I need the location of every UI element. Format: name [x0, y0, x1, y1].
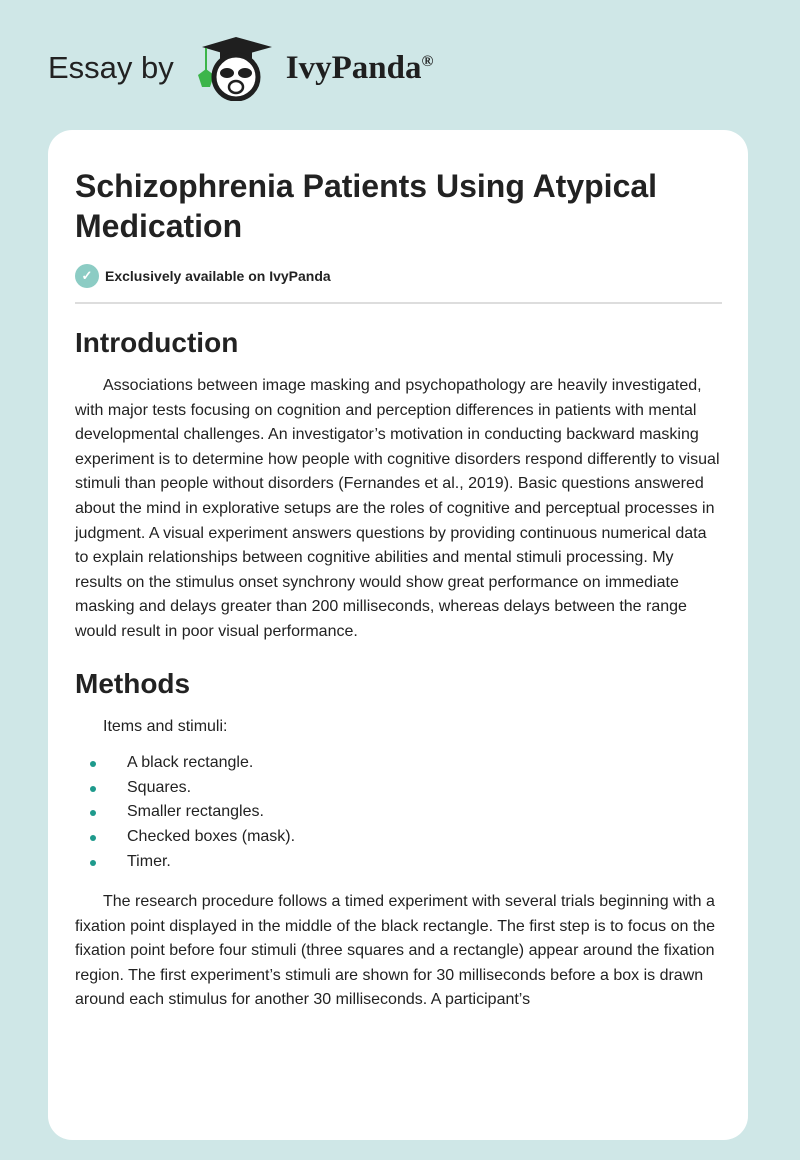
brand-text: IvyPanda: [285, 49, 422, 86]
exclusive-label: Exclusively available on IvyPanda: [105, 268, 331, 284]
page-title: Schizophrenia Patients Using Atypical Medication: [75, 168, 658, 244]
methods-paragraph: The research procedure follows a timed experiment with several trials beginning with a fixation point displayed in the middle of the black rectangle. The first step is to focus on the fixation point before four stimuli (three squares and a rectangle) appear around the fixation region. The first experiment’s stimuli are shown for 30 milliseconds before a box is drawn around each stimulus for another 30 milliseconds. A participant’s: [75, 893, 716, 1009]
brand-name[interactable]: [286, 50, 434, 87]
registered-mark: ®: [421, 52, 434, 70]
check-icon: ✓: [75, 264, 99, 288]
list-item: Squares.: [75, 776, 722, 801]
list-item: Timer.: [75, 850, 722, 875]
essay-by-label: Essay by: [48, 50, 174, 85]
essay-card: [48, 130, 748, 1140]
list-item: Checked boxes (mask).: [75, 825, 722, 850]
list-item: A black rectangle.: [75, 751, 722, 776]
stimuli-list: [75, 751, 722, 874]
ivypanda-logo-icon[interactable]: [192, 35, 278, 101]
list-item: Smaller rectangles.: [75, 800, 722, 825]
exclusive-badge: [75, 264, 722, 304]
section-heading-methods: Methods: [75, 667, 191, 699]
intro-paragraph: Associations between image masking and psychopathology are heavily investigated, with major tests focusing on cognition and perception differences in patients with mental developmental challenges. An investigator’s motivation in conducting backward masking experiment is to determine how people with cognitive disorders respond differently to visual stimuli than people without disorders (Fernandes et al., 2019). Basic questions answered about the mind in explorative setups are the roles of cognitive and perceptual processes in judgment. A visual experiment answers questions by providing continuous numerical data to explain relationships between cognitive abilities and mental stimuli processing. My results on the stimulus onset synchrony would show great performance on immediate masking and delays greater than 200 milliseconds, whereas delays between the range would result in poor visual performance.: [75, 377, 720, 640]
site-header: [48, 38, 433, 98]
methods-intro: Items and stimuli:: [103, 717, 228, 735]
section-heading-introduction: Introduction: [75, 327, 239, 358]
